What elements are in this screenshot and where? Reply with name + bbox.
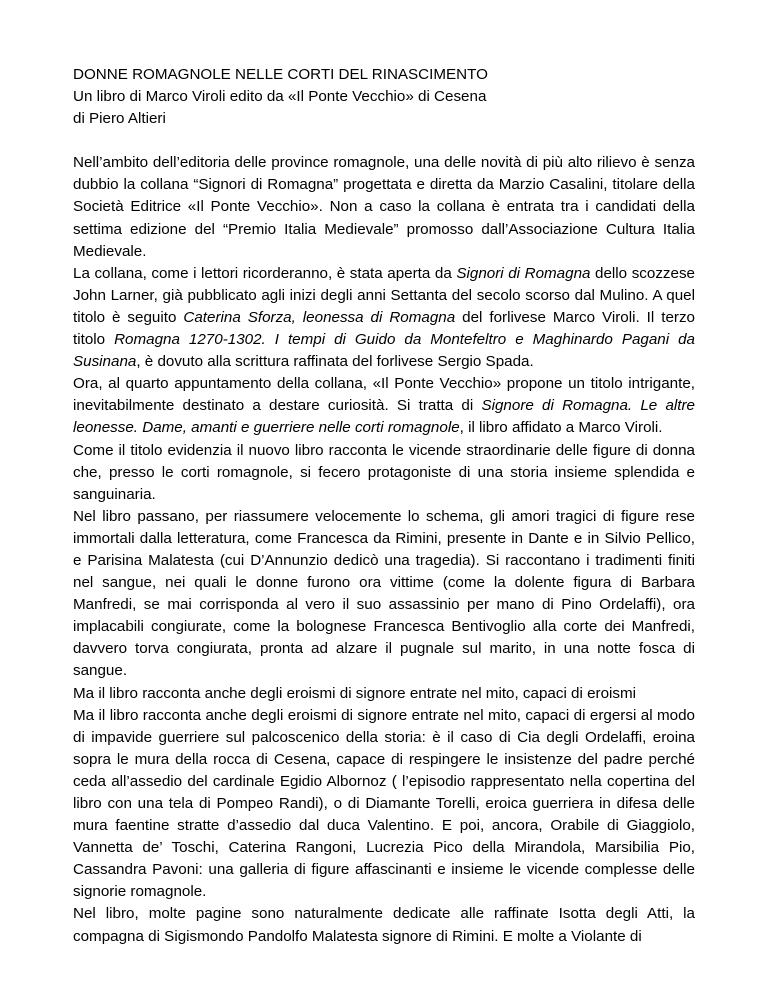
book-title: Signori di Romagna: [456, 264, 591, 282]
article-header: [73, 64, 695, 130]
header-spacer: [73, 130, 695, 152]
article-title: DONNE ROMAGNOLE NELLE CORTI DEL RINASCIMENTO: [73, 66, 488, 83]
paragraph-2-text: dello scozzese John Larner, già pubblicato agli inizi degli anni Settanta del secolo scorso dal Mulino. A quel titolo è seguito: [73, 264, 695, 326]
paragraph-3-text: , il libro affidato a Marco Viroli.: [459, 419, 663, 437]
paragraph-2-text: , è dovuto alla scrittura raffinata del forlivese Sergio Spada.: [136, 353, 534, 371]
paragraph-2-text: La collana, come i lettori ricorderanno, è stata aperta da: [73, 264, 457, 282]
paragraph-1: Nell’ambito dell’editoria delle province romagnole, una delle novità di più alto rilievo è senza dubbio la collana “Signori di Romagna” progettata e diretta da Marzio Casalini, titolare della Società Editrice «Il Ponte Vecchio». Non a caso la collana è entrata tra i candidati della settima edizione del “Premio Italia Medievale” promosso dall’Associazione Cultura Italia Medievale.: [73, 154, 695, 260]
paragraph-3: [73, 373, 695, 439]
document-page: [73, 64, 695, 948]
book-title: Romagna 1270-1302. I tempi di Guido da Montefeltro e Maghinardo Pagani da Susinana: [73, 331, 696, 371]
paragraph-8: Nel libro, molte pagine sono naturalmente dedicate alle raffinate Isotta degli Atti, la compagna di Sigismondo Pandolfo Malatesta signore di Rimini. E molte a Violante di: [73, 905, 695, 945]
paragraph-6: Ma il libro racconta anche degli eroismi di signore entrate nel mito, capaci di eroismi: [73, 684, 637, 702]
paragraph-2: [73, 263, 695, 373]
paragraph-4: Come il titolo evidenzia il nuovo libro racconta le vicende straordinarie delle figure di donna che, presso le corti romagnole, si fecero protagoniste di una storia insieme splendida e sanguinaria.: [73, 441, 695, 503]
article-author: di Piero Altieri: [73, 110, 166, 128]
article-subtitle: Un libro di Marco Viroli edito da «Il Ponte Vecchio» di Cesena: [73, 88, 487, 106]
paragraph-3-text: Ora, al quarto appuntamento della collana, «Il Ponte Vecchio» propone un titolo intrigante, inevitabilmente destinato a destare curiosità. Si tratta di: [73, 375, 695, 415]
book-title: Caterina Sforza, leonessa di Romagna: [183, 308, 456, 326]
paragraph-2-text: del forlivese Marco Viroli. Il terzo titolo: [73, 308, 695, 349]
book-title: Signore di Romagna. Le altre leonesse. Dame, amanti e guerriere nelle corti romagnole: [73, 397, 695, 437]
paragraph-5: Nel libro passano, per riassumere velocemente lo schema, gli amori tragici di figure rese immortali dalla letteratura, come Francesca da Rimini, presente in Dante e in Silvio Pellico, e Parisina Malatesta (cui D’Annunzio dedicò una tragedia). Si raccontano i tradimenti finiti nel sangue, nei quali le donne furono ora vittime (come la dolente figura di Barbara Manfredi, se mai corrisponda al vero il suo assassinio per mano di Pino Ordelaffi), ora implacabili congiurate, come la bolognese Francesca Bentivoglio alla corte dei Manfredi, davvero torva congiurata, pronta ad alzare il pugnale sul marito, in una notte fosca di sangue.: [73, 507, 695, 680]
article-body: [73, 152, 695, 947]
paragraph-7: Ma il libro racconta anche degli eroismi di signore entrate nel mito, capaci di ergersi al modo di impavide guerriere sul palcoscenico della storia: è il caso di Cia degli Ordelaffi, eroina sopra le mura della rocca di Cesena, capace di respingere le insistenze del padre perché ceda all’assedio del cardinale Egidio Albornoz ( l’episodio rappresentato nella copertina del libro con una tela di Pompeo Randi), o di Diamante Torelli, eroica guerriera in difesa delle mura faentine stratte d’assedio dal duca Valentino. E poi, ancora, Orabile di Giaggiolo, Vannetta de’ Toschi, Caterina Rangoni, Lucrezia Pico della Mirandola, Marsibilia Pio, Cassandra Pavoni: una galleria di figure affascinanti e insieme le vicende complesse delle signorie romagnole.: [73, 706, 695, 901]
